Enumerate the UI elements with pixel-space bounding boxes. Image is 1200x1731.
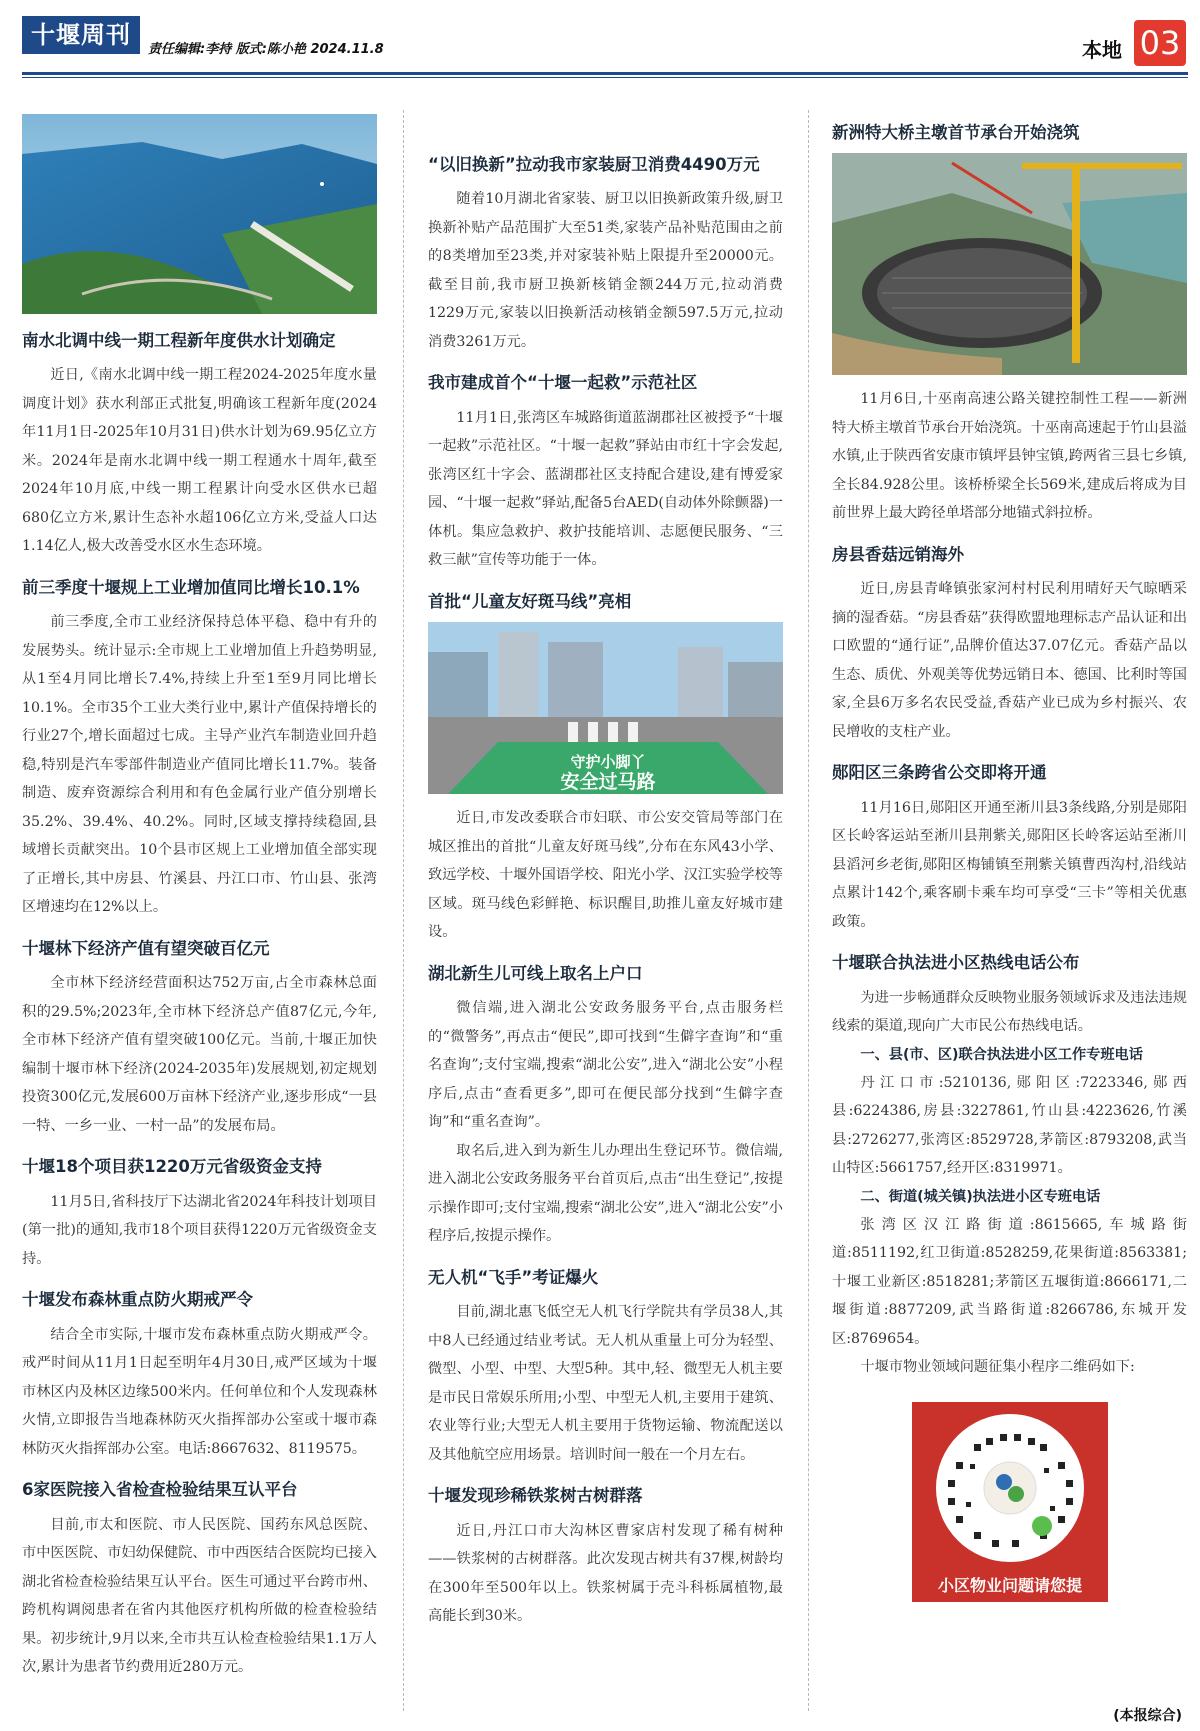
edition-label: 本地 (1082, 38, 1122, 62)
article-paragraph: 取名后,进入到为新生儿办理出生登记环节。微信端,进入湖北公安政务服务平台首页后,点击“出生登记”,按提示操作即可;支付宝端,搜索“湖北公安”,进入“湖北公安”小程序后,按提示操作。 (428, 1142, 783, 1245)
qr-note: 十堰市物业领域问题征集小程序二维码如下: (860, 1359, 1135, 1376)
crosswalk-text-1: 守护小脚丫 (570, 753, 646, 772)
hotline-list: 张湾区汉江路街道:8615665,车城路街道:8511192,红卫街道:8528259,花果街道:8563381;十堰工业新区:8518281;茅箭区五堰街道:8666171,二堰街道:8877209,武当路街道:8266786,东城开发区:8769654。 (832, 1216, 1187, 1347)
masthead-logo: 十堰周刊 (22, 16, 140, 54)
article-title: 新洲特大桥主墩首节承台开始浇筑 (832, 123, 1080, 142)
article-title: 十堰发布森林重点防火期戒严令 (22, 1290, 253, 1310)
section-subtitle: 二、街道(城关镇)执法进小区专班电话 (860, 1188, 1101, 1205)
article-paragraph: 前三季度,全市工业经济保持总体平稳、稳中有升的发展势头。统计显示:全市规上工业增加值上升趋势明显,从1至4月同比增长7.4%,持续上升至1至9月同比增长10.1%。全市35个工业大类行业中,累计产值保持增长的行业27个,增长面超过七成。主导产业汽车制造业回升趋稳,特别是汽车零部件制造业产值同比增长11.7%。装备制造、废弃资源综合利用和有色金属行业产值分别增长35.2%、39.4%、40.2%。同时,区域支撑持续稳固,县域增长贡献突出。10个县市区规上工业增加值全部实现了正增长,其中房县、竹溪县、丹江口市、竹山县、张湾区增速均在12%以上。 (22, 614, 377, 916)
column-divider (808, 110, 809, 1711)
bridge-construction-photo (832, 153, 1187, 375)
article-title: 十堰发现珍稀铁浆树古树群落 (428, 1486, 643, 1506)
article-title: 前三季度十堰规上工业增加值同比增长10.1% (22, 577, 360, 597)
article-paragraph: 微信端,进入湖北公安政务服务平台,点击服务栏的“微警务”,再点击“便民”,即可找到“生僻字查询”和“重名查询”;支付宝端,搜索“湖北公安”,进入“湖北公安”小程序后,点击“查看更多”,即可在便民部分找到“生僻字查询”和“重名查询”。 (428, 1000, 783, 1131)
column-2 (428, 92, 783, 1719)
editors-line: 责任编辑:李持 版式:陈小艳 2024.11.8 (148, 42, 384, 57)
article-title: 十堰18个项目获1220万元省级资金支持 (22, 1157, 322, 1177)
page-number: 03 (1134, 20, 1186, 66)
column-1 (22, 92, 377, 1719)
article-paragraph: 近日,《南水北调中线一期工程2024-2025年度水量调度计划》获水利部正式批复,明确该工程新年度(2024年11月1日-2025年10月31日)供水计划为69.95亿立方米。2024年是南水北调中线一期工程通水十周年,截至2024年10月底,中线一期工程累计向受水区供水已超680亿立方米,累计生态补水超106亿立方米,受益人口达1.14亿人,极大改善受水区水生态环境。 (22, 367, 377, 555)
article-paragraph: 11月1日,张湾区车城路街道蓝湖郡社区被授予“十堰一起救”示范社区。“十堰一起救”驿站由市红十字会发起,张湾区红十字会、蓝湖郡社区支持配合建设,建有博爱家园、“十堰一起救”驿站,配备5台AED(自动体外除颤器)一体机。集应急救护、救护技能培训、志愿便民服务、“三救三献”宣传等功能于一体。 (428, 409, 783, 569)
article-title: 十堰林下经济产值有望突破百亿元 (22, 938, 270, 958)
section-subtitle: 一、县(市、区)联合执法进小区工作专班电话 (860, 1046, 1143, 1063)
article-paragraph: 随着10月湖北省家装、厨卫以旧换新政策升级,厨卫换新补贴产品范围扩大至51类,家装产品补贴范围由之前的8类增加至23类,并对家装补贴上限提升至20000元。截至目前,我市厨卫换新核销金额244万元,拉动消费1229万元,家装以旧换新活动核销金额597.5万元,拉动消费3261万元。 (428, 191, 783, 350)
column-3 (832, 92, 1187, 1719)
article-paragraph: 近日,丹江口市大沟林区曹家店村发现了稀有树种——铁浆树的古树群落。此次发现古树共有37棵,树龄均在300年至500年以上。铁浆树属于壳斗科栎属植物,最高能长到30米。 (428, 1522, 783, 1625)
article-title: 我市建成首个“十堰一起救”示范社区 (428, 373, 698, 393)
qr-caption: 小区物业问题请您提 (937, 1575, 1082, 1595)
article-paragraph: 近日,房县青峰镇张家河村村民利用晴好天气晾晒采摘的湿香菇。“房县香菇”获得欧盟地理标志产品认证和出口欧盟的“通行证”,品牌价值达37.07亿元。香菇产品以生态、质优、外观美等优势远销日本、德国、比利时等国家,全县6万多名农民受益,香菇产业已成为乡村振兴、农民增收的支柱产业。 (832, 581, 1187, 740)
article-title: 6家医院接入省检查检验结果互认平台 (22, 1480, 298, 1500)
article-paragraph: 近日,市发改委联合市妇联、市公安交管局等部门在城区推出的首批“儿童友好斑马线”,分布在东风43小学、致远学校、十堰外国语学校、阳光小学、汉江实验学校等区域。斑马线色彩鲜艳、标识醒目,助推儿童友好城市建设。 (428, 810, 783, 941)
article-paragraph: 11月16日,郧阳区开通至淅川县3条线路,分别是郧阳区长岭客运站至淅川县荆紫关,郧阳区长岭客运站至淅川县滔河乡老街,郧阳区梅铺镇至荆紫关镇曹西沟村,沿线站点累计142个,乘客刷卡乘车均可享受“三卡”等相关优惠政策。 (832, 799, 1187, 930)
article-paragraph: 11月6日,十巫南高速公路关键控制性工程——新洲特大桥主墩首节承台开始浇筑。十巫南高速起于竹山县溢水镇,止于陕西省安康市镇坪县钟宝镇,跨两省三县七乡镇,全长84.928公里。该桥桥梁全长569米,建成后将成为目前世界上最大跨径单塔部分地锚式斜拉桥。 (832, 391, 1187, 522)
article-title: 郧阳区三条跨省公交即将开通 (832, 763, 1047, 783)
crosswalk-photo (428, 622, 783, 794)
article-paragraph: 结合全市实际,十堰市发布森林重点防火期戒严令。戒严时间从11月1日起至明年4月30日,戒严区域为十堰市林区内及林区边缘500米内。任何单位和个人发现森林火情,立即报告当地森林防灭火指挥部办公室或十堰市森林防灭火指挥部办公室。电话:8667632、8119575。 (22, 1326, 377, 1457)
hotline-list: 丹江口市:5210136,郧阳区:7223346,郧西县:6224386,房县:3227861,竹山县:4223626,竹溪县:2726277,张湾区:8529728,茅箭区:8793208,武当山特区:5661757,经开区:8319971。 (832, 1074, 1187, 1177)
article-title: 十堰联合执法进小区热线电话公布 (832, 953, 1080, 973)
article-title: “以旧换新”拉动我市家装厨卫消费4490万元 (428, 155, 760, 174)
article-title: 湖北新生儿可线上取名上户口 (428, 963, 643, 983)
source-note: (本报综合) (1113, 1708, 1182, 1724)
article-paragraph: 为进一步畅通群众反映物业服务领域诉求及违法违规线索的渠道,现向广大市民公布热线电话。 (832, 989, 1187, 1035)
column-divider (403, 110, 404, 1711)
article-paragraph: 全市林下经济经营面积达752万亩,占全市森林总面积的29.5%;2023年,全市林下经济总产值87亿元,今年,全市林下经济产值有望突破100亿元。当前,十堰正加快编制十堰市林下经济(2024-2035年)发展规划,初定规划投资300亿元,发展600万亩林下经济产业,逐步形成“一县一特、一乡一业、一村一品”的发展布局。 (22, 975, 377, 1134)
article-paragraph: 目前,湖北惠飞低空无人机飞行学院共有学员38人,其中8人已经通过结业考试。无人机从重量上可分为轻型、微型、小型、中型、大型5种。其中,轻、微型无人机主要是市民日常娱乐所用;小型、中型无人机,主要用于建筑、农业等行业;大型无人机主要用于货物运输、物流配送以及其他航空应用场景。培训时间一般在一个月左右。 (428, 1304, 783, 1463)
qr-code-card[interactable] (912, 1402, 1108, 1602)
article-title: 南水北调中线一期工程新年度供水计划确定 (22, 331, 336, 350)
article-paragraph: 11月5日,省科技厅下达湖北省2024年科技计划项目(第一批)的通知,我市18个项目获得1220万元省级资金支持。 (22, 1193, 377, 1267)
header-rule (22, 72, 1188, 75)
reservoir-photo (22, 114, 377, 314)
article-title: 无人机“飞手”考证爆火 (428, 1267, 599, 1287)
article-title: 首批“儿童友好斑马线”亮相 (428, 591, 632, 611)
article-title: 房县香菇远销海外 (832, 544, 964, 564)
article-paragraph: 目前,市太和医院、市人民医院、国药东风总医院、市中医医院、市妇幼保健院、市中西医结合医院均已接入湖北省检查检验结果互认平台。医生可通过平台跨市州、跨机构调阅患者在省内其他医疗机构所做的检查检验结果。初步统计,9月以来,全市共互认检查检验结果1.1万人次,累计为患者节约费用近280万元。 (22, 1516, 377, 1676)
crosswalk-text-2: 安全过马路 (560, 771, 656, 794)
page-header (0, 0, 1200, 80)
header-rule-thin (22, 77, 1188, 78)
